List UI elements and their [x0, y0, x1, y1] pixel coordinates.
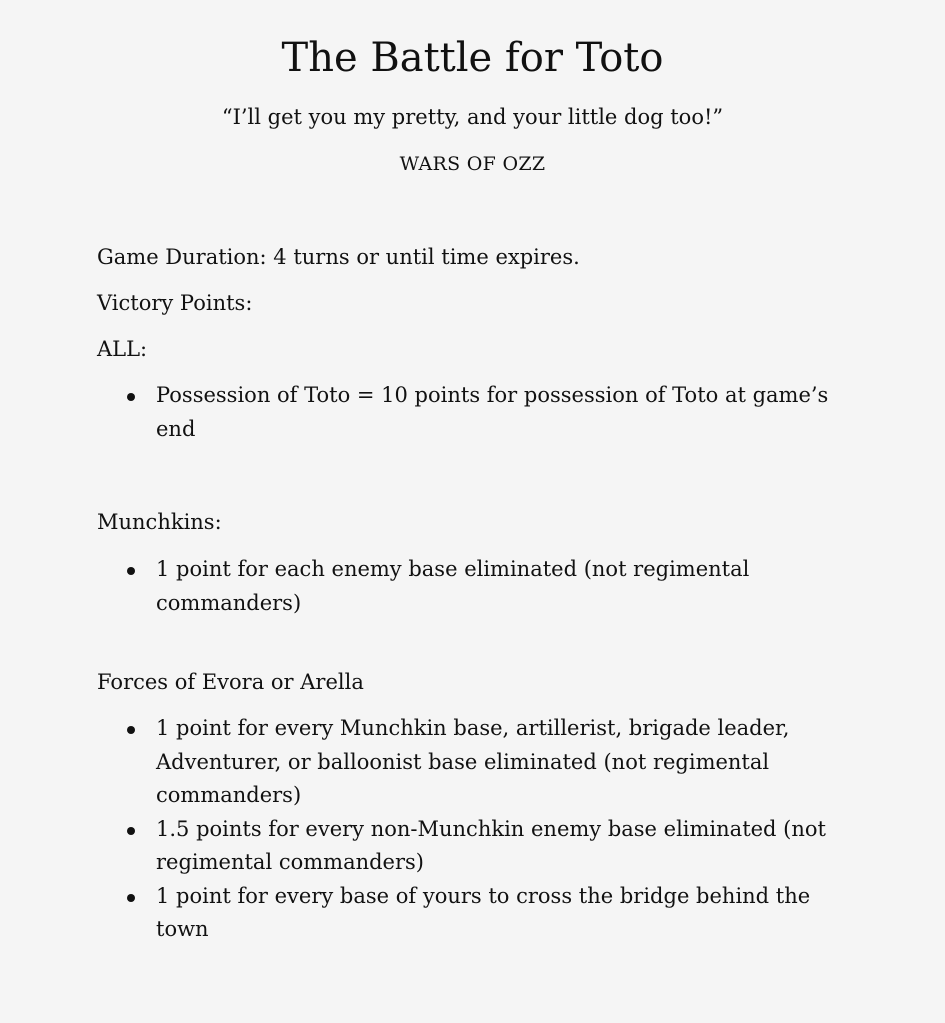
- list-item-text: 1 point for every base of yours to cross the bridge behind the town: [156, 883, 811, 941]
- bullet-icon: [127, 726, 135, 734]
- bullet-icon: [127, 827, 135, 835]
- list-item: [97, 813, 867, 880]
- list-item: [97, 712, 867, 813]
- list-item: [97, 379, 867, 446]
- forces-list: [97, 712, 867, 947]
- list-item: [97, 553, 867, 620]
- victory-points-heading: Victory Points:: [97, 291, 253, 315]
- munchkins-list: [97, 553, 867, 620]
- bullet-icon: [127, 393, 135, 401]
- bullet-icon: [127, 894, 135, 902]
- bullet-icon: [127, 567, 135, 575]
- epigraph-source: WARS OF OZZ: [399, 153, 546, 175]
- all-heading: ALL:: [97, 337, 148, 361]
- game-duration-text: Game Duration: 4 turns or until time expires.: [97, 245, 580, 269]
- forces-heading: Forces of Evora or Arella: [97, 670, 364, 694]
- list-item-text: Possession of Toto = 10 points for possession of Toto at game’s end: [156, 383, 829, 441]
- all-list: [97, 379, 867, 446]
- list-item-text: 1 point for each enemy base eliminated (not regimental commanders): [156, 557, 750, 615]
- page-title: The Battle for Toto: [281, 35, 664, 81]
- list-item: [97, 880, 867, 947]
- list-item-text: 1.5 points for every non-Munchkin enemy base eliminated (not regimental commanders): [156, 816, 826, 874]
- list-item-text: 1 point for every Munchkin base, artillerist, brigade leader, Adventurer, or balloonist base eliminated (not regimental commanders): [156, 716, 790, 807]
- epigraph-quote: “I’ll get you my pretty, and your little dog too!”: [221, 105, 724, 129]
- munchkins-heading: Munchkins:: [97, 510, 222, 534]
